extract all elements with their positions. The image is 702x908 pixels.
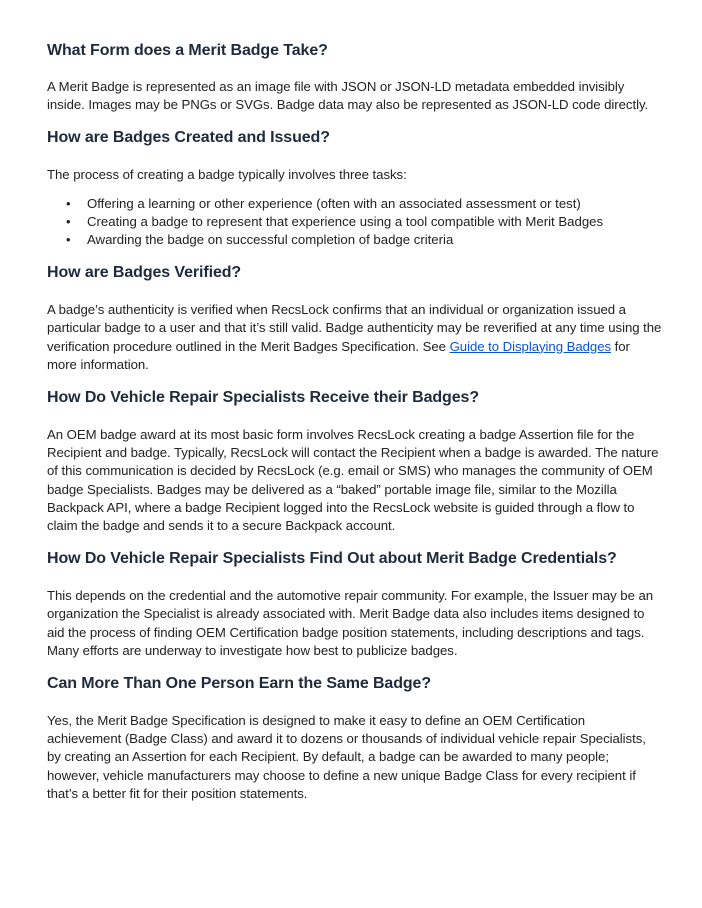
section-heading: How Do Vehicle Repair Specialists Receive their Badges? xyxy=(47,389,480,407)
list-item: • Awarding the badge on successful completion of badge criteria xyxy=(87,231,662,249)
section-same-badge xyxy=(47,673,662,803)
section-paragraph xyxy=(47,301,662,374)
paragraph-text: for more information. xyxy=(47,338,630,372)
section-paragraph: Yes, the Merit Badge Specification is designed to make it easy to define an OEM Certification achievement (Badge Class) and award it to dozens or thousands of individual vehicle repair Specialists, by creating an Assertion for each Recipient. By default, a badge can be awarded to many people; however, vehicle manufacturers may choose to define a new unique Badge Class for every recipient if that’s a better fit for their position statements. xyxy=(47,713,646,801)
section-heading: Can More Than One Person Earn the Same Badge? xyxy=(47,675,432,693)
list-item: • Creating a badge to represent that experience using a tool compatible with Merit Badges xyxy=(87,213,662,231)
section-heading: What Form does a Merit Badge Take? xyxy=(47,42,328,59)
section-badges-created xyxy=(47,127,662,249)
task-list xyxy=(47,195,662,250)
section-find-out-credentials xyxy=(47,548,662,660)
paragraph-text: A badge’s authenticity is verified when RecsLock confirms that an individual or organization issued a particular badge to a user and that it’s still valid. Badge authenticity may be reverified at any time using the verification procedure outlined in the Merit Badges Specification. See xyxy=(47,302,662,354)
section-paragraph: The process of creating a badge typically involves three tasks: xyxy=(47,167,407,183)
list-item: • Offering a learning or other experience (often with an associated assessment or test) xyxy=(87,195,662,213)
section-receive-badges xyxy=(47,387,662,535)
section-heading: How are Badges Verified? xyxy=(47,264,242,282)
guide-to-displaying-badges-link[interactable]: Guide to Displaying Badges xyxy=(449,338,612,354)
section-paragraph: A Merit Badge is represented as an image file with JSON or JSON-LD metadata embedded invisibly inside. Images may be PNGs or SVGs. Badge data may also be represented as JSON-LD code directly. xyxy=(47,79,649,113)
section-paragraph: An OEM badge award at its most basic form involves RecsLock creating a badge Assertion file for the Recipient and badge. Typically, RecsLock will contact the Recipient when a badge is awarded. The nature of this communication is decided by RecsLock (e.g. email or SMS) who manages the community of OEM badge Specialists. Badges may be delivered as a “baked” portable image file, similar to the Mozilla Backpack API, where a badge Recipient logged into the RecsLock website is guided through a flow to claim the badge and sends it to a secure Backpack account. xyxy=(47,427,659,534)
section-badge-form xyxy=(47,40,662,114)
section-heading: How Do Vehicle Repair Specialists Find Out about Merit Badge Credentials? xyxy=(47,550,617,568)
section-badges-verified xyxy=(47,262,662,374)
section-paragraph: This depends on the credential and the automotive repair community. For example, the Issuer may be an organization the Specialist is already associated with. Merit Badge data also includes items designed to aid the process of finding OEM Certification badge position statements, including descriptions and tags. Many efforts are underway to investigate how best to publicize badges. xyxy=(47,588,654,658)
section-heading: How are Badges Created and Issued? xyxy=(47,129,330,147)
